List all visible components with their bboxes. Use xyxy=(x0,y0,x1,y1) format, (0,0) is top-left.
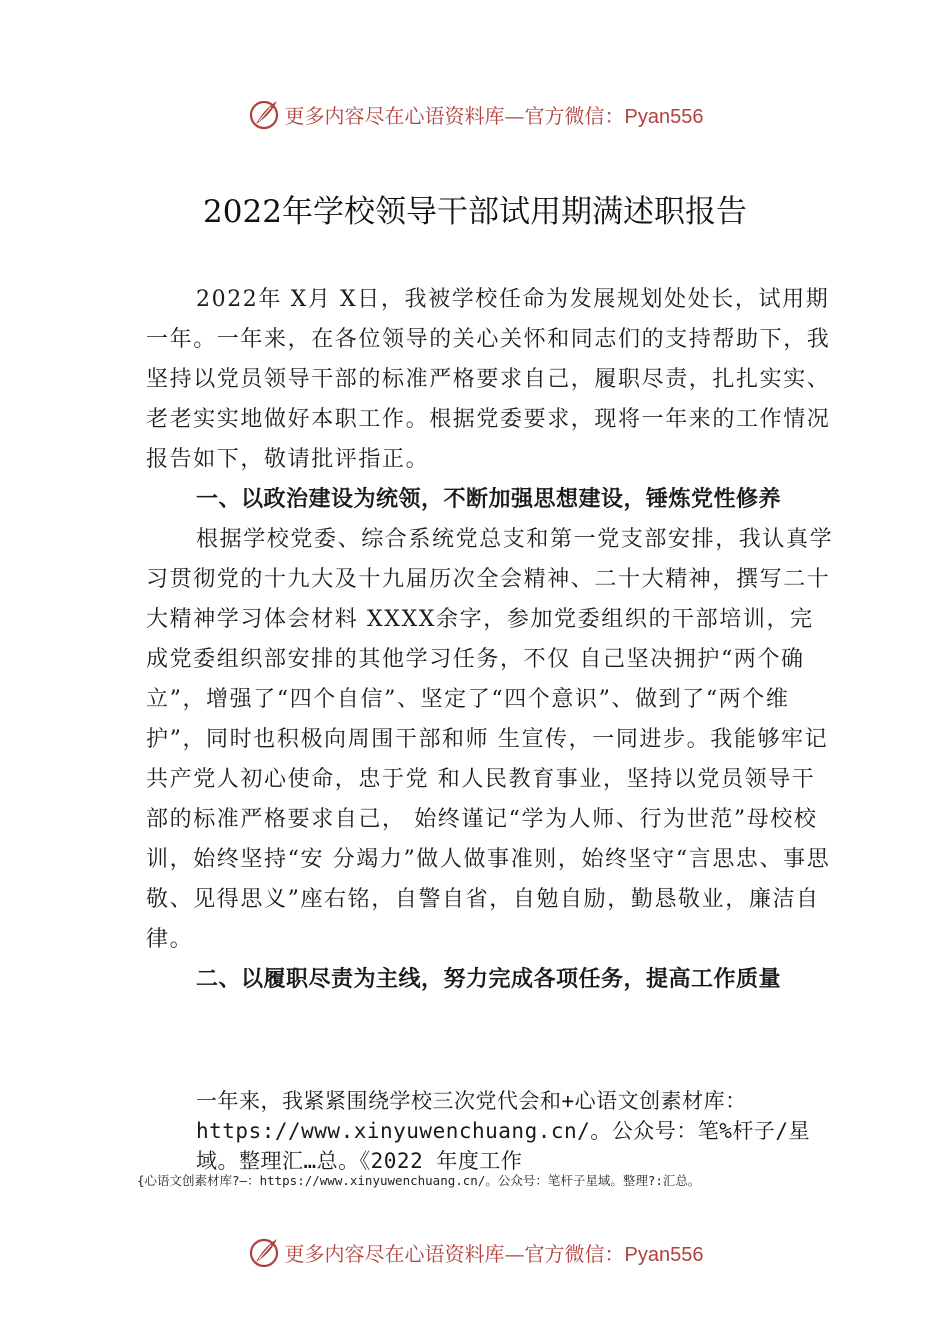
banner-main-text: 更多内容尽在心语资料库 xyxy=(284,1241,505,1266)
banner-wechat-id: Pyan556 xyxy=(624,1243,704,1266)
banner-main-text: 更多内容尽在心语资料库 xyxy=(284,103,505,128)
banner-text xyxy=(285,1238,704,1267)
document-body xyxy=(146,280,836,1000)
section-heading-1: 一、以政治建设为统领，不断加强思想建设，锤炼党性修养 xyxy=(196,487,782,512)
banner-wechat-id: Pyan556 xyxy=(624,105,704,128)
paragraph-intro: 2022年 X月 X日，我被学校任命为发展规划处处长，试用期一年。一年来，在各位领导的关心关怀和同志们的支持帮助下，我坚持以党员领导干部的标准严格要求自己，履职尽责，扎扎实实、老老实实地做好本职工作。根据党委要求，现将一年来的工作情况报告如下，敬请批评指正。 xyxy=(146,287,831,472)
banner-wechat-label: 官方微信： xyxy=(524,103,625,128)
feather-seal-logo-icon xyxy=(247,97,281,131)
banner-wechat-label: 官方微信： xyxy=(524,1241,625,1266)
feather-seal-logo-icon xyxy=(247,1235,281,1269)
paragraph-tail: 一年来，我紧紧围绕学校三次党代会和+心语文创素材库：https://www.xinyuwenchuang.cn/。公众号：笔%杆子/星域。整理汇…总。《2022 年度工作 xyxy=(196,1089,811,1173)
footnote: {心语文创素材库?—：https://www.xinyuwenchuang.cn/。公众号：笔杆子星域。整理?:汇总。 xyxy=(137,1173,701,1188)
header-banner xyxy=(0,94,950,134)
footer-banner xyxy=(0,1232,950,1272)
paragraph-1: 根据学校党委、综合系统党总支和第一党支部安排，我认真学习贯彻党的十九大及十九届历次全会精神、二十大精神，撰写二十大精神学习体会材料 XXXX余字，参加党委组织的干部培训，完成党委组织部安排的其他学习任务，不仅 自己坚决拥护“两个确立”，增强了“四个自信”、坚定了“四个意识”、做到了“两个维护”，同时也积极向周围干部和师 生宣传，一同进步。我能够牢记共产党人初心使命，忠于党 和人民教育事业，坚持以党员领导干部的标准严格要求自己， 始终谨记“学为人师、行为世范”母校校训，始终坚持“安 分竭力”做人做事准则，始终坚守“言思忠、事思敬、见得思义”座右铭，自警自省，自勉自励，勤恳敬业，廉洁自律。 xyxy=(146,527,834,952)
document-title: 2022年学校领导干部试用期满述职报告 xyxy=(203,194,747,230)
section-heading-2: 二、以履职尽责为主线，努力完成各项任务，提高工作质量 xyxy=(196,967,782,992)
banner-text xyxy=(285,100,704,129)
banner-dash: — xyxy=(504,1241,525,1266)
banner-dash: — xyxy=(504,103,525,128)
